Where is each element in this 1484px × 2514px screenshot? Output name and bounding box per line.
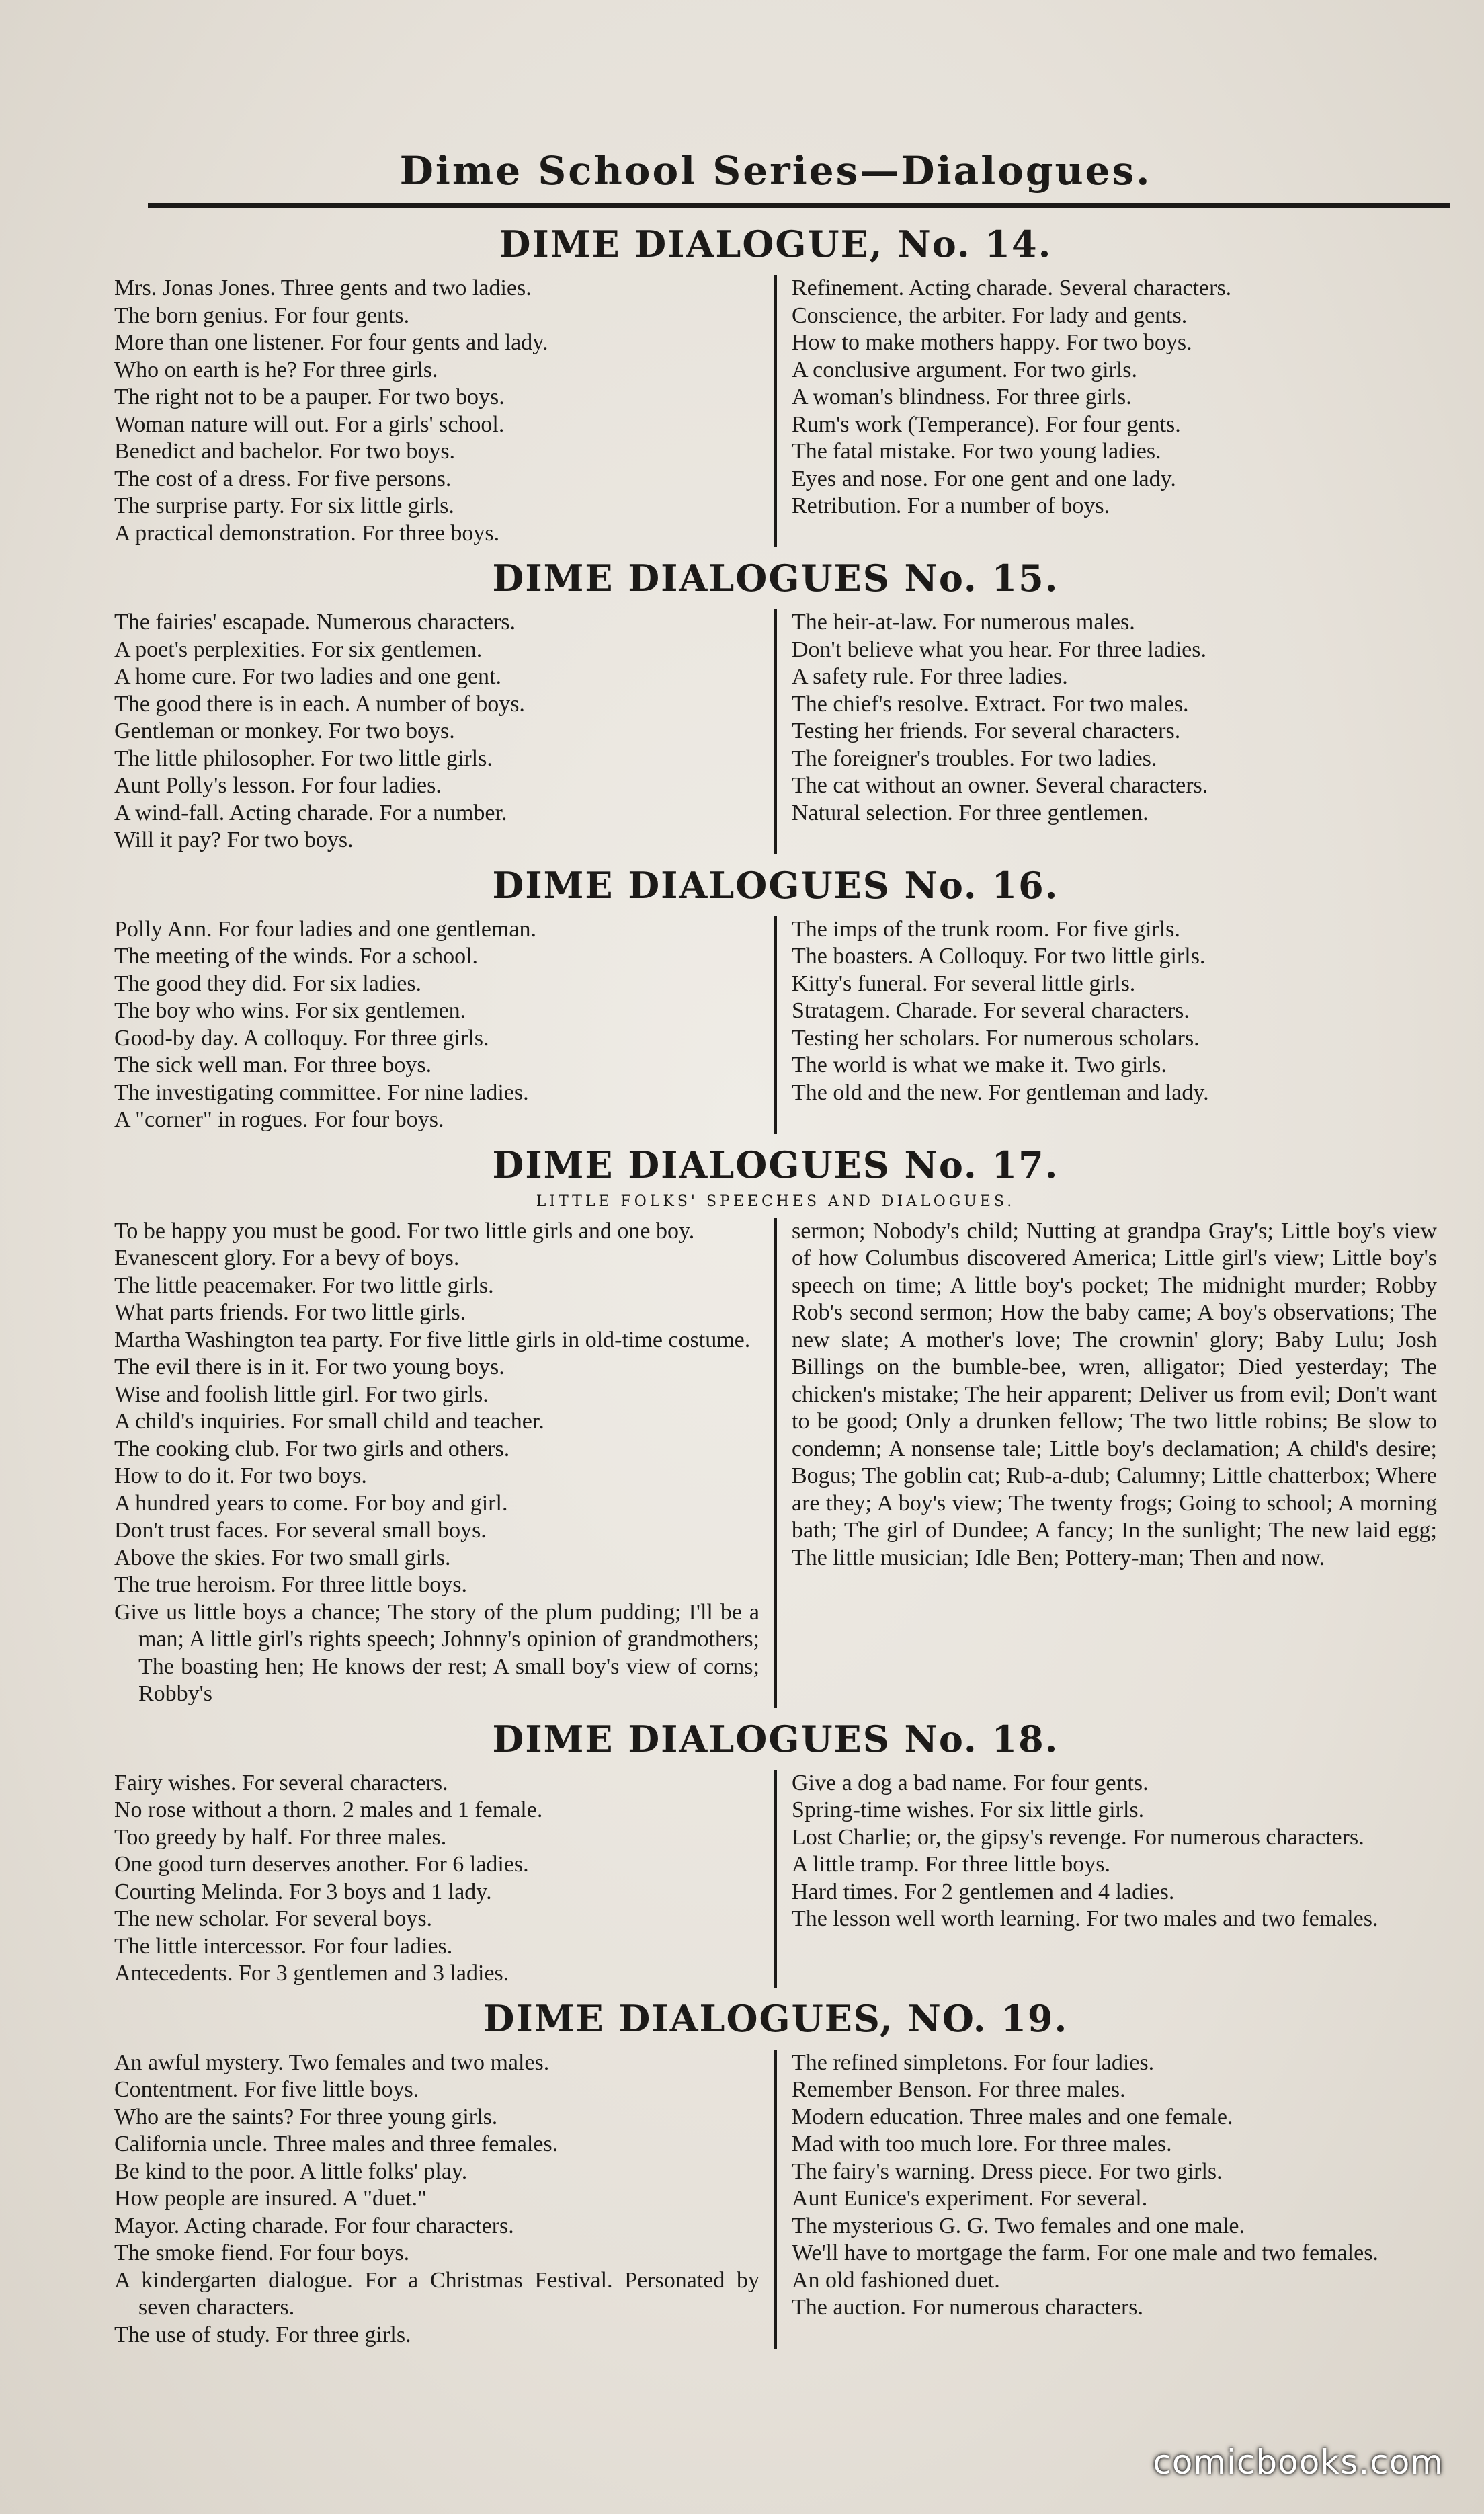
dialogue-section: [114, 557, 1437, 854]
dialogue-entry: Spring-time wishes. For six little girls.: [792, 1797, 1145, 1822]
dialogue-entry: Good-by day. A colloquy. For three girls.: [114, 1025, 489, 1051]
watermark: comicbooks.com: [1153, 2443, 1444, 2482]
dialogue-entry: To be happy you must be good. For two little girls and one boy.: [114, 1218, 695, 1244]
dialogue-entry: The new scholar. For several boys.: [114, 1906, 433, 1931]
dialogue-entry: No rose without a thorn. 2 males and 1 female.: [114, 1797, 543, 1822]
dialogue-entry: The world is what we make it. Two girls.: [792, 1053, 1167, 1078]
two-column-list: [114, 609, 1437, 854]
dialogue-entry: The lesson well worth learning. For two males and two females.: [792, 1906, 1378, 1931]
dialogue-entry: A poet's perplexities. For six gentlemen.: [114, 637, 483, 662]
dialogue-entry: The little philosopher. For two little girls.: [114, 745, 493, 771]
section-title: DIME DIALOGUE, No. 14.: [499, 222, 1053, 266]
dialogue-entry: Will it pay? For two boys.: [114, 827, 354, 852]
dialogue-entry: Wise and foolish little girl. For two girls.: [114, 1381, 489, 1407]
dialogue-entry: The foreigner's troubles. For two ladies.: [792, 745, 1157, 771]
dialogue-entry: Kitty's funeral. For several little girls.: [792, 971, 1136, 996]
dialogue-entry: How to make mothers happy. For two boys.: [792, 330, 1192, 355]
dialogue-entry: The chief's resolve. Extract. For two males.: [792, 691, 1189, 717]
dialogue-entry: Remember Benson. For three males.: [792, 2077, 1126, 2102]
dialogue-entry: The evil there is in it. For two young boys.: [114, 1354, 505, 1379]
dialogue-entry: Testing her scholars. For numerous scholars.: [792, 1025, 1200, 1051]
dialogue-entry: A safety rule. For three ladies.: [792, 664, 1068, 689]
dialogue-entry: The good they did. For six ladies.: [114, 971, 422, 996]
dialogue-entry: One good turn deserves another. For 6 ladies.: [114, 1852, 529, 1877]
section-title: DIME DIALOGUES No. 15.: [492, 557, 1059, 600]
dialogue-entry: The good there is in each. A number of boys.: [114, 691, 525, 717]
left-column: [114, 609, 774, 854]
dialogue-entry: The heir-at-law. For numerous males.: [792, 610, 1135, 635]
dialogue-entry: The born genius. For four gents.: [114, 302, 410, 328]
dialogue-entry: Natural selection. For three gentlemen.: [792, 800, 1149, 825]
dialogue-entry: The little peacemaker. For two little girls.: [114, 1272, 494, 1298]
dialogue-entry: Don't trust faces. For several small boys.: [114, 1518, 487, 1543]
right-column: [774, 1218, 1437, 1708]
dialogue-section: [114, 1143, 1437, 1708]
dialogue-entry: Contentment. For five little boys.: [114, 2077, 419, 2102]
dialogue-entry: More than one listener. For four gents and lady.: [114, 330, 548, 355]
section-title: DIME DIALOGUES, NO. 19.: [483, 1996, 1069, 2040]
dialogue-entry: Mad with too much lore. For three males.: [792, 2132, 1172, 2156]
dialogue-entry: The boy who wins. For six gentlemen.: [114, 998, 466, 1023]
dialogue-entry: A "corner" in rogues. For four boys.: [114, 1107, 444, 1132]
dialogue-entry: California uncle. Three males and three females.: [114, 2132, 559, 2156]
section-title: DIME DIALOGUES No. 18.: [492, 1717, 1059, 1760]
two-column-list: [114, 2050, 1437, 2349]
dialogue-entry: Gentleman or monkey. For two boys.: [114, 719, 455, 743]
dialogue-entry: The smoke fiend. For four boys.: [114, 2240, 410, 2265]
dialogue-entry: A conclusive argument. For two girls.: [792, 357, 1138, 382]
dialogue-entry: The use of study. For three girls.: [114, 2322, 411, 2347]
dialogue-entry: Lost Charlie; or, the gipsy's revenge. For numerous characters.: [792, 1824, 1364, 1850]
right-column: [774, 275, 1437, 547]
dialogue-entry: An awful mystery. Two females and two males.: [114, 2050, 550, 2075]
title-rule: [148, 203, 1450, 208]
dialogue-entry: Give us little boys a chance; The story of the plum pudding; I'll be a man; A little girl's rights speech; Johnny's opinion of grandmothers; The boasting hen; He knows der rest; A small boy's view of corns; Robby's: [114, 1599, 759, 1706]
two-column-list: [114, 1770, 1437, 1988]
left-column: [114, 2050, 774, 2349]
two-column-list: [114, 916, 1437, 1134]
dialogue-entry: Aunt Eunice's experiment. For several.: [792, 2186, 1148, 2211]
dialogue-entry: An old fashioned duet.: [792, 2267, 1000, 2293]
dialogue-entry: Too greedy by half. For three males.: [114, 1824, 447, 1850]
dialogue-entry: Woman nature will out. For a girls' school.: [114, 411, 505, 437]
dialogue-entry: A practical demonstration. For three boys.: [114, 520, 500, 546]
dialogue-entry: Testing her friends. For several characters.: [792, 719, 1181, 743]
left-column: [114, 275, 774, 547]
dialogue-entry: Benedict and bachelor. For two boys.: [114, 439, 456, 464]
dialogue-entry: The sick well man. For three boys.: [114, 1053, 432, 1078]
dialogue-entry: A home cure. For two ladies and one gent.: [114, 664, 501, 689]
dialogue-entry: A hundred years to come. For boy and girl.: [114, 1490, 508, 1516]
dialogue-entry: The investigating committee. For nine ladies.: [114, 1080, 529, 1105]
dialogue-entry: We'll have to mortgage the farm. For one male and two females.: [792, 2240, 1378, 2265]
dialogue-entry: The meeting of the winds. For a school.: [114, 944, 479, 969]
dialogue-entry: The imps of the trunk room. For five girls.: [792, 916, 1180, 942]
dialogue-entry: Fairy wishes. For several characters.: [114, 1770, 448, 1795]
dialogue-entry: Give a dog a bad name. For four gents.: [792, 1770, 1149, 1795]
dialogue-entry: Who are the saints? For three young girls.: [114, 2104, 498, 2130]
dialogue-entry: Conscience, the arbiter. For lady and gents.: [792, 302, 1188, 328]
section-title: DIME DIALOGUES No. 17.: [492, 1143, 1059, 1186]
dialogue-entry: A child's inquiries. For small child and teacher.: [114, 1409, 544, 1434]
dialogue-entry: The mysterious G. G. Two females and one male.: [792, 2213, 1245, 2238]
dialogue-entry: Above the skies. For two small girls.: [114, 1545, 451, 1570]
left-column: [114, 1218, 774, 1708]
right-column: [774, 609, 1437, 854]
dialogue-sections: [114, 222, 1437, 2349]
dialogue-entry: Retribution. For a number of boys.: [792, 493, 1110, 518]
dialogue-section: [114, 864, 1437, 1134]
dialogue-entry: The auction. For numerous characters.: [792, 2295, 1144, 2320]
dialogue-entry: Mrs. Jonas Jones. Three gents and two ladies.: [114, 276, 532, 300]
dialogue-entry: The fairy's warning. Dress piece. For two girls.: [792, 2158, 1223, 2184]
dialogue-entry: Antecedents. For 3 gentlemen and 3 ladies.: [114, 1961, 509, 1986]
dialogue-entry: Mayor. Acting charade. For four characters.: [114, 2213, 514, 2238]
dialogue-entry: The right not to be a pauper. For two boys.: [114, 384, 505, 409]
dialogue-entry: Don't believe what you hear. For three ladies.: [792, 637, 1206, 662]
dialogue-entry: Be kind to the poor. A little folks' play.: [114, 2158, 468, 2184]
section-title: DIME DIALOGUES No. 16.: [492, 863, 1059, 907]
dialogue-entry: The fairies' escapade. Numerous characters.: [114, 610, 516, 635]
left-column: [114, 1770, 774, 1988]
dialogue-entry: Hard times. For 2 gentlemen and 4 ladies.: [792, 1879, 1175, 1904]
left-column: [114, 916, 774, 1134]
dialogue-entry: The fatal mistake. For two young ladies.: [792, 439, 1161, 464]
dialogue-entry: Stratagem. Charade. For several characters.: [792, 998, 1190, 1023]
dialogue-entry: The true heroism. For three little boys.: [114, 1572, 467, 1597]
dialogue-section: [114, 222, 1437, 547]
dialogue-entry: Evanescent glory. For a bevy of boys.: [114, 1246, 460, 1270]
two-column-list: [114, 275, 1437, 547]
dialogue-entry: Rum's work (Temperance). For four gents.: [792, 411, 1181, 437]
dialogue-entry: A little tramp. For three little boys.: [792, 1852, 1111, 1877]
dialogue-entry: What parts friends. For two little girls.: [114, 1300, 466, 1325]
two-column-list: [114, 1218, 1437, 1708]
dialogue-section: [114, 1717, 1437, 1988]
series-title: Dime School Series—Dialogues.: [399, 148, 1152, 194]
dialogue-entry: A woman's blindness. For three girls.: [792, 384, 1132, 409]
dialogue-entry: Martha Washington tea party. For five little girls in old-time costume.: [114, 1327, 751, 1352]
dialogue-entry: The boasters. A Colloquy. For two little girls.: [792, 944, 1206, 969]
right-column: [774, 2050, 1437, 2349]
section-subtitle: LITTLE FOLKS' SPEECHES AND DIALOGUES.: [536, 1192, 1016, 1210]
dialogue-entry: Courting Melinda. For 3 boys and 1 lady.: [114, 1879, 492, 1904]
dialogue-entry: The old and the new. For gentleman and lady.: [792, 1080, 1209, 1105]
dialogue-entry: The cost of a dress. For five persons.: [114, 466, 452, 491]
speech-list-paragraph: sermon; Nobody's child; Nutting at grandpa Gray's; Little boy's view of how Columbus discovered America; Little girl's view; Little boy's speech on time; A little boy's pocket; The midnight murder; Robby Rob's second sermon; How the baby came; A boy's observations; The new slate; A mother's love; The crownin' glory; Baby Lulu; Josh Billings on the bumble-bee, wren, alligator; Died yesterday; The chicken's mistake; The heir apparent; Deliver us from evil; Don't want to be good; Only a drunken fellow; The two little robins; Be slow to condemn; A nonsense tale; Little boy's declamation; A child's desire; Bogus; The goblin cat; Rub-a-dub; Calumny; Little chatterbox; Where are they; A boy's view; The twenty frogs; Going to school; A morning bath; The girl of Dundee; A fancy; In the sunlight; The new laid egg; The little musician; Idle Ben; Pottery-man; Then and now.: [792, 1218, 1437, 1570]
dialogue-entry: A wind-fall. Acting charade. For a number.: [114, 800, 507, 825]
right-column: [774, 1770, 1437, 1988]
dialogue-entry: A kindergarten dialogue. For a Christmas Festival. Personated by seven characters.: [114, 2267, 759, 2320]
dialogue-entry: Who on earth is he? For three girls.: [114, 357, 438, 382]
dialogue-entry: Eyes and nose. For one gent and one lady.: [792, 466, 1176, 491]
dialogue-entry: The little intercessor. For four ladies.: [114, 1933, 453, 1959]
dialogue-entry: Aunt Polly's lesson. For four ladies.: [114, 773, 442, 798]
dialogue-entry: How people are insured. A "duet.": [114, 2186, 427, 2211]
dialogue-entry: The surprise party. For six little girls.: [114, 493, 454, 518]
dialogue-entry: Polly Ann. For four ladies and one gentleman.: [114, 916, 536, 942]
dialogue-entry: The cat without an owner. Several characters.: [792, 773, 1208, 798]
dialogue-entry: The cooking club. For two girls and others.: [114, 1436, 510, 1461]
dialogue-entry: How to do it. For two boys.: [114, 1463, 367, 1488]
dialogue-entry: Refinement. Acting charade. Several characters.: [792, 276, 1232, 300]
dialogue-entry: Modern education. Three males and one female.: [792, 2104, 1233, 2130]
right-column: [774, 916, 1437, 1134]
dialogue-entry: The refined simpletons. For four ladies.: [792, 2050, 1155, 2075]
dialogue-section: [114, 1997, 1437, 2349]
